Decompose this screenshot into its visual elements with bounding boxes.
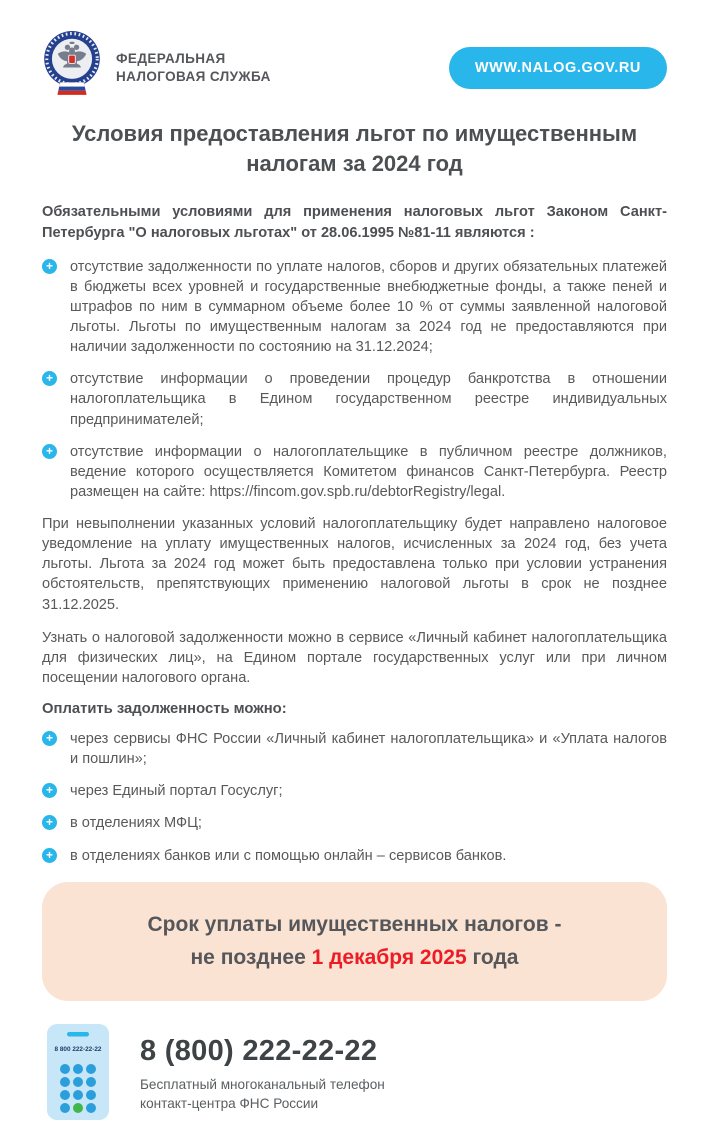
noncompliance-paragraph: При невыполнении указанных условий налогоплательщику будет направлено налоговое уведомление на уплату имущественных налогов, исчисленных за 2024 год, без учета льготы. Льгота за 2024 год может быть предоставлена только при условии устранения обстоятельств, препятствующих применению налоговой льготы в срок не позднее 31.12.2025.: [42, 516, 667, 613]
fns-emblem-icon: [42, 30, 102, 105]
intro-paragraph: Обязательными условиями для применения налоговых льгот Законом Санкт-Петербурга "О налоговых льготах" от 28.06.1995 №81-11 являются :: [42, 204, 667, 241]
fns-logo-line2: НАЛОГОВАЯ СЛУЖБА: [116, 68, 271, 84]
header: [42, 30, 667, 105]
plus-bullet-icon: +: [42, 444, 57, 459]
fns-logo: [42, 30, 271, 105]
phone-screen-text: 8 800 222-22-22: [54, 1045, 102, 1053]
deadline-line2: [66, 941, 643, 975]
plus-bullet-icon: +: [42, 731, 57, 746]
condition-item-text: отсутствие информации о налогоплательщике в публичном реестре должников, ведение которого осуществляется Комитетом финансов Санкт-Петербурга. Реестр размещен на сайте: https://fincom.gov.spb.ru/debtorRegistry/legal.: [70, 443, 667, 500]
page-title: Условия предоставления льгот по имущественным налогам за 2024 год: [71, 121, 638, 176]
condition-item: [42, 369, 667, 429]
payment-heading: Оплатить задолженность можно:: [42, 701, 287, 717]
footer: [42, 1021, 667, 1126]
deadline-line1: Срок уплаты имущественных налогов -: [147, 912, 562, 936]
phone-caption: [140, 1075, 385, 1113]
payment-item-text: в отделениях МФЦ;: [70, 815, 202, 832]
plus-bullet-icon: +: [42, 259, 57, 274]
payment-item-text: через сервисы ФНС России «Личный кабинет налогоплательщика» и «Уплата налогов и пошлин»;: [70, 731, 667, 768]
condition-item-text: отсутствие информации о проведении процедур банкротства в отношении налогоплательщика в Едином государственном реестре индивидуальных предпринимателей;: [70, 371, 667, 428]
plus-bullet-icon: +: [42, 848, 57, 863]
payment-item: [42, 846, 667, 866]
website-button[interactable]: WWW.NALOG.GOV.RU: [449, 47, 667, 89]
condition-item-text: отсутствие задолженности по уплате налогов, сборов и других обязательных платежей в бюджеты всех уровней и государственные внебюджетные фонды, а также пеней и штрафов по ним в суммарном объеме более 10 % от суммы заявленной налоговой льготы. Льготы по имущественным налогам за 2024 год не предоставляются при наличии задолженности по состоянию на 31.12.2024;: [70, 258, 667, 356]
deadline-banner: [42, 882, 667, 1001]
phone-icon: [46, 1023, 110, 1126]
deadline-suffix: года: [466, 946, 519, 970]
footer-contact: [140, 1035, 385, 1113]
payment-item: [42, 813, 667, 833]
payment-list: [42, 729, 667, 866]
phone-caption-line1: Бесплатный многоканальный телефон: [140, 1077, 385, 1093]
check-debt-paragraph: Узнать о налоговой задолженности можно в сервисе «Личный кабинет налогоплательщика для физических лиц», на Едином портале государственных услуг или при личном посещении налогового органа.: [42, 629, 667, 686]
condition-item: [42, 442, 667, 502]
fns-logo-text: [116, 50, 271, 85]
payment-item: [42, 729, 667, 769]
plus-bullet-icon: +: [42, 783, 57, 798]
phone-caption-line2: контакт-центра ФНС России: [140, 1096, 319, 1112]
deadline-date: 1 декабря 2025: [311, 946, 467, 970]
plus-bullet-icon: +: [42, 371, 57, 386]
fns-logo-line1: ФЕДЕРАЛЬНАЯ: [116, 50, 226, 66]
payment-item-text: в отделениях банков или с помощью онлайн – сервисов банков.: [70, 847, 507, 864]
payment-item: [42, 781, 667, 801]
payment-item-text: через Единый портал Госуслуг;: [70, 783, 283, 800]
conditions-list: [42, 257, 667, 502]
condition-item: [42, 257, 667, 358]
deadline-prefix: не позднее: [190, 946, 312, 970]
phone-number: 8 (800) 222-22-22: [140, 1035, 378, 1068]
plus-bullet-icon: +: [42, 815, 57, 830]
